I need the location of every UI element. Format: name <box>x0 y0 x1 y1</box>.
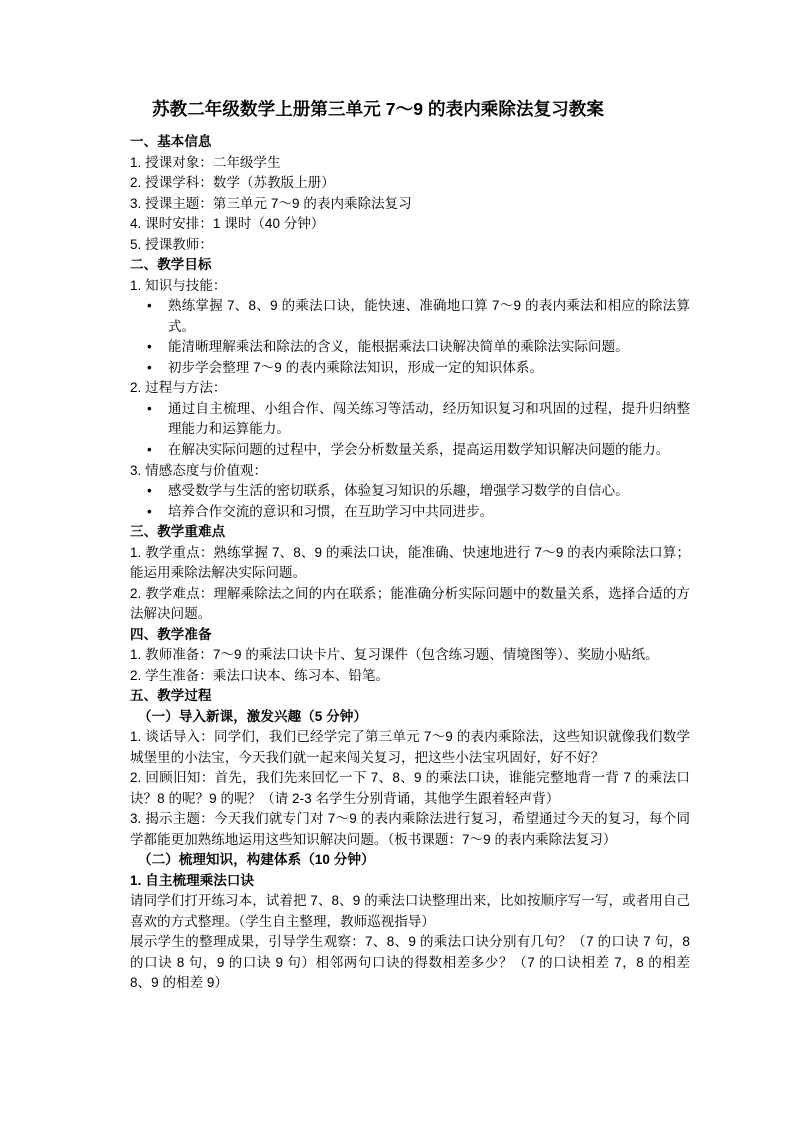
list-item: 2. 授课学科：数学（苏教版上册） <box>130 175 335 191</box>
section-heading-process: 五、教学过程 <box>130 688 212 704</box>
list-item: • 培养合作交流的意识和习惯，在互助学习中共同进步。 <box>130 502 690 523</box>
objectives-group3-label: 3. 情感态度与价值观： <box>130 462 268 478</box>
list-item: 3. 授课主题：第三单元 7～9 的表内乘除法复习 <box>130 195 412 211</box>
list-item: • 能清晰理解乘法和除法的含义，能根据乘法口诀解决简单的乘除法实际问题。 <box>130 337 690 358</box>
list-item: 4. 课时安排：1 课时（40 分钟） <box>130 216 325 232</box>
list-item: 1. 授课对象：二年级学生 <box>130 154 281 170</box>
subsection-heading-part-one: （一）导入新课，激发兴趣（5 分钟） <box>138 708 368 724</box>
basic-info-list <box>130 153 690 256</box>
list-item: 1. 教学重点：熟练掌握 7、8、9 的乘法口诀，能准确、快速地进行 7～9 的表内乘除法口算；能运用乘除法解决实际问题。 <box>130 544 690 581</box>
key-points-list <box>130 543 690 625</box>
subsection-heading-self-organize: 1. 自主梳理乘法口诀 <box>130 872 255 888</box>
list-item: • 通过自主梳理、小组合作、闯关练习等活动，经历知识复习和巩固的过程，提升归纳整理能力和运算能力。 <box>130 399 690 440</box>
section-heading-preparation: 四、教学准备 <box>130 626 212 642</box>
objectives-group3-list <box>130 481 690 522</box>
list-item: 1. 谈话导入：同学们，我们已经学完了第三单元 7～9 的表内乘除法，这些知识就像我们数学城堡里的小法宝，今天我们就一起来闯关复习，把这些小法宝巩固好，好不好？ <box>130 729 690 765</box>
objectives-group1-list <box>130 296 690 378</box>
part-one-list <box>130 727 690 850</box>
section-heading-basic-info: 一、基本信息 <box>130 134 212 150</box>
list-item: 5. 授课教师： <box>130 236 213 252</box>
list-item: • 初步学会整理 7～9 的表内乘除法知识，形成一定的知识体系。 <box>130 358 690 379</box>
section-heading-key-points: 三、教学重难点 <box>130 524 226 540</box>
body-paragraph: 请同学们打开练习本，试着把 7、8、9 的乘法口诀整理出来，比如按顺序写一写，或者用自己喜欢的方式整理。（学生自主整理，教师巡视指导） <box>130 893 690 929</box>
list-item: • 感受数学与生活的密切联系，体验复习知识的乐趣，增强学习数学的自信心。 <box>130 481 690 502</box>
preparation-list <box>130 645 690 686</box>
page-title: 苏教二年级数学上册第三单元 7～9 的表内乘除法复习教案 <box>152 99 604 119</box>
list-item: 2. 教学难点：理解乘除法之间的内在联系；能准确分析实际问题中的数量关系，选择合适的方法解决问题。 <box>130 585 690 622</box>
objectives-group2-list <box>130 399 690 461</box>
list-item: 1. 教师准备：7～9 的乘法口诀卡片、复习课件（包含练习题、情境图等）、奖励小贴纸。 <box>130 647 659 663</box>
objectives-group1-label: 1. 知识与技能： <box>130 277 227 293</box>
list-item: 2. 回顾旧知：首先，我们先来回忆一下 7、8、9 的乘法口诀，谁能完整地背一背 7 的乘法口诀？8 的呢？9 的呢？（请 2-3 名学生分别背诵，其他学生跟着轻声背） <box>130 770 690 806</box>
body-paragraph: 展示学生的整理成果，引导学生观察：7、8、9 的乘法口诀分别有几句？（7 的口诀 7 句，8 的口诀 8 句，9 的口诀 9 句）相邻两句口诀的得数相差多少？（7 的口诀相差 7，8 的相差 8、9 的相差 9） <box>130 934 690 991</box>
list-item: 2. 学生准备：乘法口诀本、练习本、铅笔。 <box>130 667 390 683</box>
section-heading-objectives: 二、教学目标 <box>130 257 212 273</box>
list-item: • 熟练掌握 7、8、9 的乘法口诀，能快速、准确地口算 7～9 的表内乘法和相应的除法算式。 <box>130 296 690 337</box>
objectives-group2-label: 2. 过程与方法： <box>130 380 227 396</box>
list-item: • 在解决实际问题的过程中，学会分析数量关系，提高运用数学知识解决问题的能力。 <box>130 440 690 461</box>
subsection-heading-part-two: （二）梳理知识，构建体系（10 分钟） <box>138 852 375 868</box>
list-item: 3. 揭示主题：今天我们就专门对 7～9 的表内乘除法进行复习，希望通过今天的复习，每个同学都能更加熟练地运用这些知识解决问题。（板书课题：7～9 的表内乘除法复习） <box>130 811 690 847</box>
